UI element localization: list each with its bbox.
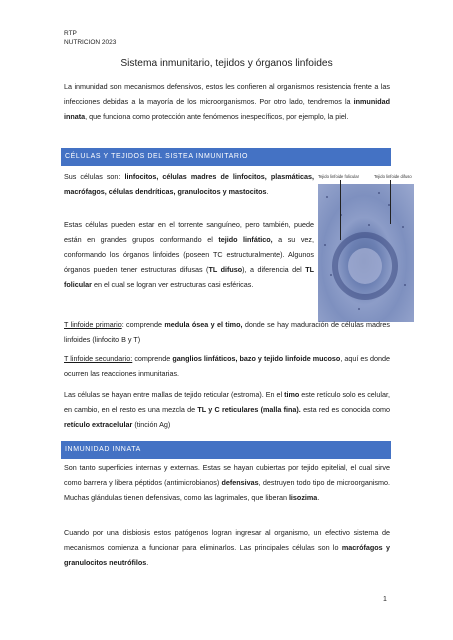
primary-lymphoid-paragraph	[64, 318, 390, 348]
reticular-bold-3: retículo extracelular	[64, 419, 133, 429]
blood-text-3: ), a diferencia del	[242, 264, 306, 274]
innate-text-2: , destruyen todo tipo de microorganismo. Muchas glándulas tienen defensivas, como las lagrimales, que liberan	[64, 477, 391, 502]
figure-label-follicular: Tejido linfoide folicular	[318, 174, 359, 179]
header-line-1: RTP	[64, 30, 77, 37]
section-heading-cells-tissues: CÉLULAS Y TEJIDOS DEL SISTEA INMUNITARIO	[61, 148, 391, 166]
reticular-text-3: esta red es conocida como	[300, 404, 391, 414]
reticular-text-4: (tinción Ag)	[132, 419, 171, 429]
primary-text-1: : comprende	[121, 320, 165, 329]
dysbiosis-text-2: .	[146, 557, 149, 567]
cells-paragraph	[64, 170, 314, 200]
pointer-line-follicular	[340, 180, 341, 240]
secondary-underline: T linfoide secundario:	[64, 354, 133, 363]
cells-bold-1: linfocitos, células madres de linfocitos, plasmáticas, macrófagos, células dendríticas, granulocitos y mastocitos	[64, 172, 314, 196]
innate-text-3: .	[317, 492, 320, 502]
blood-text-2: a su vez, conformando los órganos linfoides (poseen TC estructuralmente). Algunos órganos pueden tener estructuras difusas (	[64, 234, 315, 274]
reticular-text-2: este retículo solo es celular, en cambio, en el resto es una mezcla de	[64, 390, 390, 414]
page-number: 1	[383, 596, 387, 603]
reticular-bold-1: timo	[284, 390, 300, 399]
intro-paragraph	[64, 80, 390, 125]
figure-label-diffuse: Tejido linfoide difuso	[374, 174, 412, 179]
dysbiosis-text-1: Cuando por una disbiosis estos patógenos logran ingresar al organismo, un efectivo sistema de mecanismos comienza a funcionar para eliminarlos. Las principales células son lo	[64, 528, 390, 552]
intro-text-2: , que funciona como protección ante fenómenos inespecíficos, por ejemplo, la piel.	[85, 111, 349, 121]
reticular-bold-2: TL y C reticulares (malla fina).	[197, 404, 301, 414]
secondary-lymphoid-paragraph	[64, 352, 390, 382]
blood-text-4: en el cual se logran ver estructuras casi esféricas.	[91, 279, 254, 289]
blood-bold-3: TL folicular	[64, 264, 314, 289]
blood-paragraph	[64, 218, 314, 293]
cells-text-2: .	[266, 186, 269, 196]
secondary-text-1: comprende	[132, 354, 173, 363]
section-heading-innate-immunity: INMUNIDAD INNATA	[61, 441, 391, 459]
dysbiosis-bold-1: macrófagos y granulocitos neutrófilos	[64, 542, 390, 567]
micrograph-image	[318, 184, 414, 322]
reticular-text-1: Las células se hayan entre mallas de tejido reticular (estroma). En el	[64, 390, 285, 399]
innate-bold-1: defensivas	[221, 477, 259, 487]
page-header	[64, 29, 116, 47]
primary-underline: T linfoide primario	[64, 320, 122, 329]
dysbiosis-paragraph	[64, 526, 390, 571]
primary-text-2: donde se hay maduración de células madres linfoides (linfocito B y T)	[64, 320, 390, 344]
blood-text-1: Estas células pueden estar en el torrente sanguíneo, pero también, puede están en grandes grupos conformando el	[64, 220, 314, 244]
lymphoid-tissue-micrograph-figure	[318, 174, 414, 322]
header-line-2: NUTRICION 2023	[64, 39, 117, 46]
innate-text-1: Son tanto superficies internas y externas. Estas se hayan cubiertas por tejido epitelial, el cual sirve como barrera y libera péptidos (antimicrobianos)	[64, 463, 390, 487]
germinal-center	[348, 248, 382, 284]
reticular-paragraph	[64, 388, 390, 433]
cells-text-1: Sus células son:	[64, 172, 125, 181]
blood-bold-2: TL difuso	[208, 264, 243, 274]
document-title: Sistema inmunitario, tejidos y órganos linfoides	[120, 58, 333, 69]
intro-text-1: La inmunidad son mecanismos defensivos, estos les confieren al organismos resistencia frente a las infecciones debidas a la mayoría de los microorganismos. Por otro lado, tendremos la	[64, 82, 390, 106]
pointer-line-diffuse	[390, 180, 391, 224]
innate-bold-2: lisozima	[288, 492, 318, 502]
secondary-bold-1: ganglios linfáticos, bazo y tejido linfoide mucoso	[172, 354, 341, 363]
secondary-text-2: , aquí es donde ocurren las reacciones inmunitarias.	[64, 354, 390, 378]
blood-bold-1: tejido linfático,	[218, 234, 273, 244]
primary-bold-1: medula ósea y el timo,	[164, 320, 243, 329]
intro-bold-1: inmunidad innata	[64, 96, 390, 121]
innate-paragraph	[64, 461, 390, 506]
